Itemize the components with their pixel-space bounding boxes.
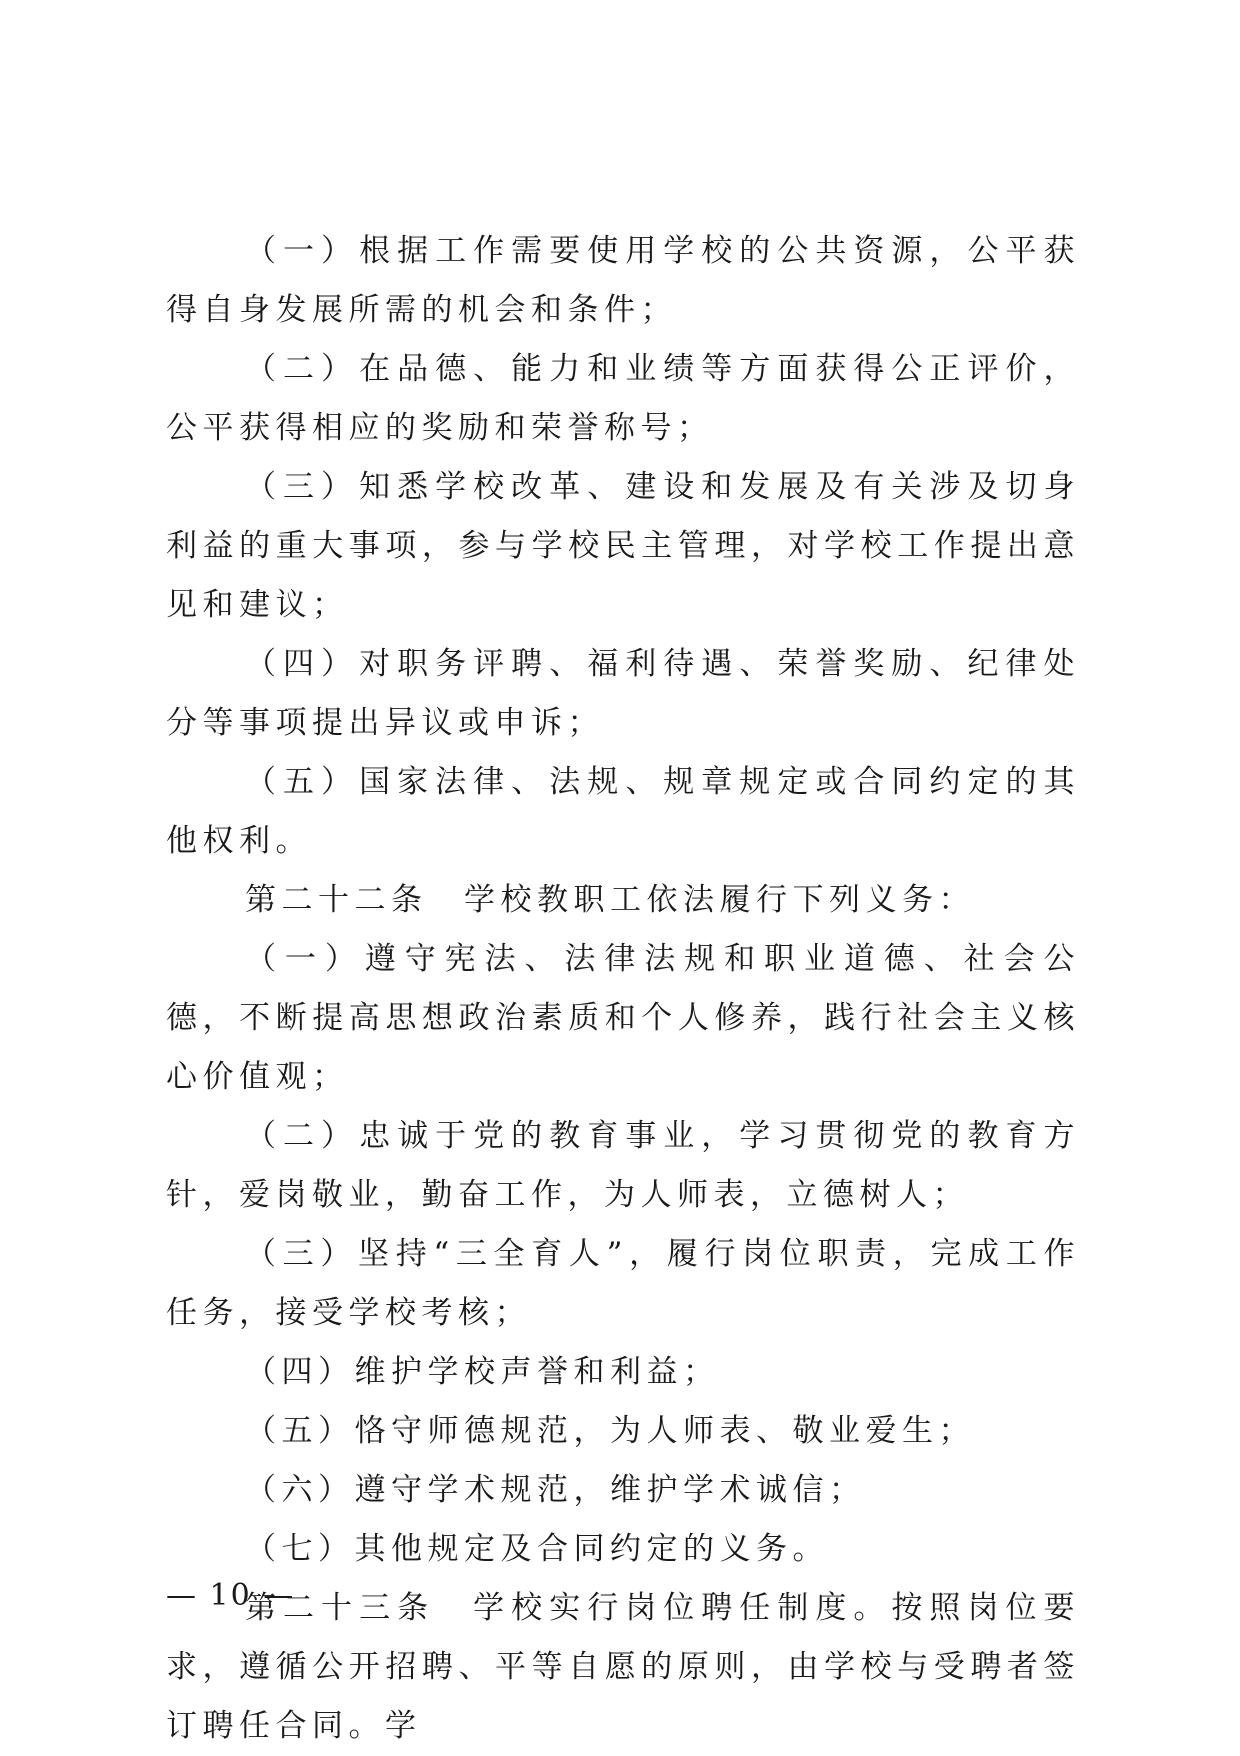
article-22-heading: 第二十二条 学校教职工依法履行下列义务： xyxy=(245,882,975,918)
paragraph-right-2: （二）在品德、能力和业绩等方面获得公正评价，公平获得相应的奖励和荣誉称号； xyxy=(166,351,1080,446)
page-number: — 10 — xyxy=(166,1578,296,1613)
paragraph-duty-2: （二）忠诚于党的教育事业，学习贯彻党的教育方针，爱岗敬业，勤奋工作，为人师表，立德树人； xyxy=(166,1118,1080,1213)
paragraph-duty-6: （六）遵守学术规范，维护学术诚信； xyxy=(245,1472,866,1508)
paragraph-duty-1: （一）遵守宪法、法律法规和职业道德、社会公德，不断提高思想政治素质和个人修养，践行社会主义核心价值观； xyxy=(166,941,1080,1095)
paragraph-duty-7: （七）其他规定及合同约定的义务。 xyxy=(245,1531,829,1567)
article-23-paragraph: 第二十三条 学校实行岗位聘任制度。按照岗位要求，遵循公开招聘、平等自愿的原则，由学校与受聘者签订聘任合同。学 xyxy=(166,1590,1080,1744)
paragraph-right-3: （三）知悉学校改革、建设和发展及有关涉及切身利益的重大事项，参与学校民主管理，对学校工作提出意见和建议； xyxy=(166,469,1080,623)
paragraph-right-1: （一）根据工作需要使用学校的公共资源，公平获得自身发展所需的机会和条件； xyxy=(166,233,1080,328)
paragraph-right-5: （五）国家法律、法规、规章规定或合同约定的其他权利。 xyxy=(166,764,1080,859)
paragraph-duty-3: （三）坚持“三全育人”，履行岗位职责，完成工作任务，接受学校考核； xyxy=(166,1236,1080,1331)
paragraph-right-4: （四）对职务评聘、福利待遇、荣誉奖励、纪律处分等事项提出异议或申诉； xyxy=(166,646,1080,741)
paragraph-duty-4: （四）维护学校声誉和利益； xyxy=(245,1354,720,1390)
body-text xyxy=(166,222,1080,1756)
paragraph-duty-5: （五）恪守师德规范，为人师表、敬业爱生； xyxy=(245,1413,975,1449)
